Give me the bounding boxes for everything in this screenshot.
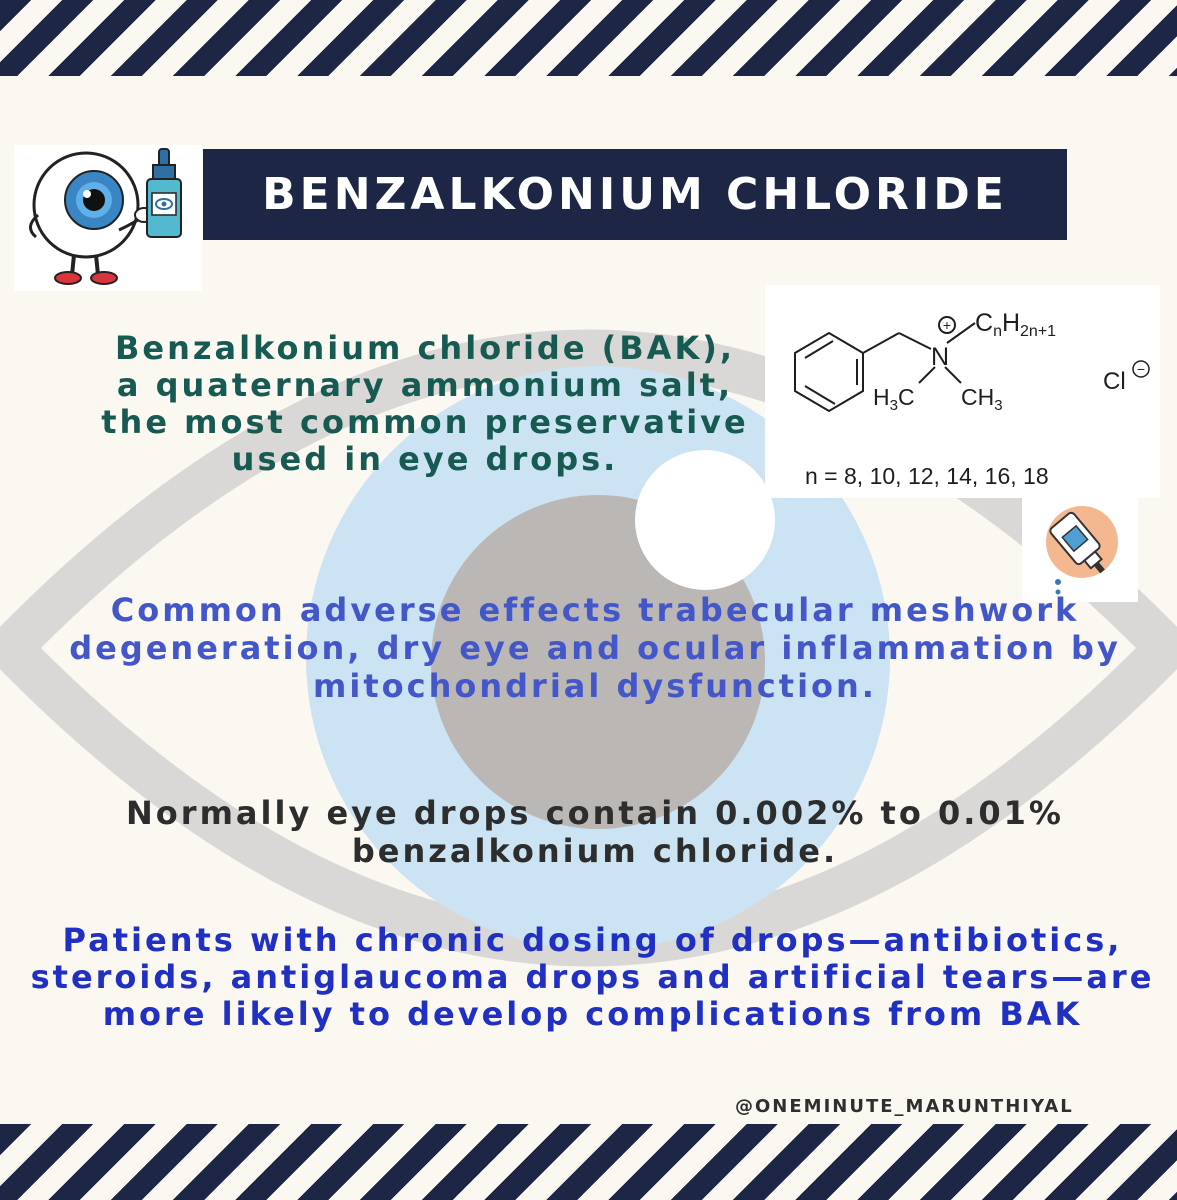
- eyeball-mascot-icon: [14, 145, 202, 291]
- intro-paragraph: Benzalkonium chloride (BAK), a quaternary ammonium salt, the most common preservative used in eye drops.: [101, 329, 749, 478]
- title-bar: [203, 149, 1067, 240]
- chemical-structure: [765, 285, 1160, 498]
- mascot-illustration: [14, 145, 202, 291]
- methyl-left-label: $H_3C$: [873, 384, 915, 414]
- n-values-label: n = 8, 10, 12, 14, 16, 18: [805, 463, 1049, 489]
- author-handle: @ONEMINUTE_MARUNTHIYAL: [735, 1096, 1074, 1117]
- chloride-label: Cl: [1103, 368, 1126, 395]
- eye-drop-bottle-icon: [147, 149, 181, 237]
- concentration-paragraph: Normally eye drops contain 0.002% to 0.01% benzalkonium chloride.: [126, 794, 1064, 870]
- eye-drops-application-icon: [1022, 498, 1138, 602]
- bottom-stripe-border: [0, 1124, 1177, 1200]
- nitrogen-label: N: [931, 343, 950, 371]
- alkyl-chain-label: $C_nH_{2n+1}$: [975, 309, 1057, 340]
- drops-illustration: [1022, 498, 1138, 602]
- page-title: BENZALKONIUM CHLORIDE: [262, 169, 1008, 220]
- patients-paragraph: Patients with chronic dosing of drops—antibiotics, steroids, antiglaucoma drops and artificial tears—are more likely to develop complications from BAK: [30, 921, 1155, 1033]
- positive-charge-label: +: [942, 317, 952, 333]
- negative-charge-label: −: [1136, 361, 1146, 377]
- benzalkonium-structure-diagram: [765, 285, 1160, 465]
- methyl-right-label: $CH_3$: [961, 384, 1003, 414]
- adverse-effects-paragraph: Common adverse effects trabecular meshwork degeneration, dry eye and ocular inflammation by mitochondrial dysfunction.: [69, 591, 1121, 705]
